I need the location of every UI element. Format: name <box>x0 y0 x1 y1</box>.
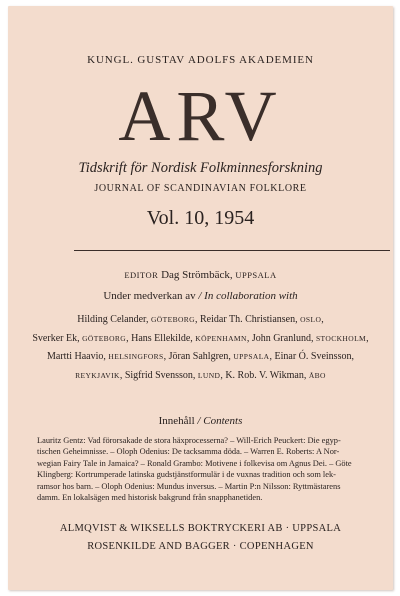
editor-name: Dag Strömbäck, <box>161 269 233 281</box>
journal-cover <box>8 6 393 590</box>
collaborator-place: GÖTEBORG <box>82 333 127 343</box>
volume-number: Vol. 10, 1954 <box>146 207 255 229</box>
publisher-line-2: ROSENKILDE AND BAGGER · COPENHAGEN <box>87 541 314 552</box>
collaborator-place: KÖPENHAMN <box>195 333 247 343</box>
collaborator-place: STOCKHOLM <box>315 333 367 343</box>
contents-swedish: Innehåll <box>158 415 195 427</box>
collaborators-line <box>8 311 393 330</box>
contents-line: damm. En lokalsägen med historisk bakgrund från snapphanetiden. <box>37 493 263 503</box>
editor-line <box>8 269 393 281</box>
contents-separator: / <box>197 415 201 427</box>
academy-name: KUNGL. GUSTAV ADOLFS AKADEMIEN <box>87 54 314 66</box>
journal-title: ARV <box>118 76 283 156</box>
collaborators-list <box>8 311 393 385</box>
collaborator-place: UPPSALA <box>233 352 270 361</box>
collaborators-line <box>8 348 393 367</box>
collaborator-text: , John Granlund, <box>246 332 316 344</box>
collaborator-text: , Einar Ó. Sveinsson, <box>269 351 354 362</box>
collaboration-separator: / <box>198 290 202 302</box>
collaborator-text: Sverker Ek, <box>32 332 83 344</box>
journal-subtitle: Tidskrift för Nordisk Folkminnesforskning <box>78 160 323 176</box>
publisher-line-1: ALMQVIST & WIKSELLS BOKTRYCKERI AB · UPPSALA <box>59 523 342 534</box>
collaboration-english: In collaboration with <box>204 290 298 302</box>
collaborator-text: , Sigfrid Svensson, <box>119 369 198 381</box>
collaborator-place: GÖTEBORG <box>150 315 196 324</box>
collaborator-text: Martti Haavio, <box>47 351 109 362</box>
collaborator-text: , <box>366 332 369 344</box>
contents-line: Lauritz Gentz: Vad förorsakade de stora häxprocesserna? – Will-Erich Peuckert: Die egyp- <box>37 436 341 445</box>
contents-line: wegian Fairy Tale in Jamaica? – Ronald Grambo: Motivene i folkevisa om Agnus Dei. – Göte <box>37 458 352 468</box>
collaborator-text: , K. Rob. V. Wikman, <box>220 369 309 381</box>
editor-label: EDITOR <box>124 270 159 280</box>
divider-rule <box>74 250 390 251</box>
collaborator-place: ÅBO <box>308 370 326 380</box>
editor-place: UPPSALA <box>235 270 277 280</box>
contents-text <box>37 435 374 503</box>
collaborator-place: HELSINGFORS <box>108 352 164 361</box>
collaborators-line <box>8 330 393 349</box>
collaborator-text: , Reidar Th. Christiansen, <box>195 314 301 325</box>
collaborator-text: Hilding Celander, <box>77 314 151 325</box>
contents-english: Contents <box>203 415 243 427</box>
collaborator-place: LUND <box>197 370 221 380</box>
contents-line: Klingberg: Kortrumperade latinska gudstjänstformulär i de vuxnas tradition och som lek- <box>37 470 336 480</box>
collaborator-text: , <box>321 314 324 325</box>
collaboration-swedish: Under medverkan av <box>103 290 196 302</box>
collaborator-text: , Hans Ellekilde, <box>126 332 196 344</box>
contents-line: tischen Geheimnisse. – Oloph Odenius: De tacksamma döda. – Warren E. Roberts: A Nor- <box>37 447 340 457</box>
collaborator-text: , Jöran Sahlgren, <box>163 351 234 362</box>
collaboration-line <box>8 290 393 302</box>
contents-line: ramsor hos barn. – Oloph Odenius: Mundus inversus. – Martin P:n Nilsson: Ryttmästarens <box>37 481 341 491</box>
collaborator-place: OSLO <box>300 315 322 324</box>
journal-english-name: JOURNAL OF SCANDINAVIAN FOLKLORE <box>94 183 307 194</box>
contents-heading <box>8 415 393 427</box>
collaborator-place: REYKJAVIK <box>75 370 120 380</box>
collaborators-line <box>8 367 393 386</box>
